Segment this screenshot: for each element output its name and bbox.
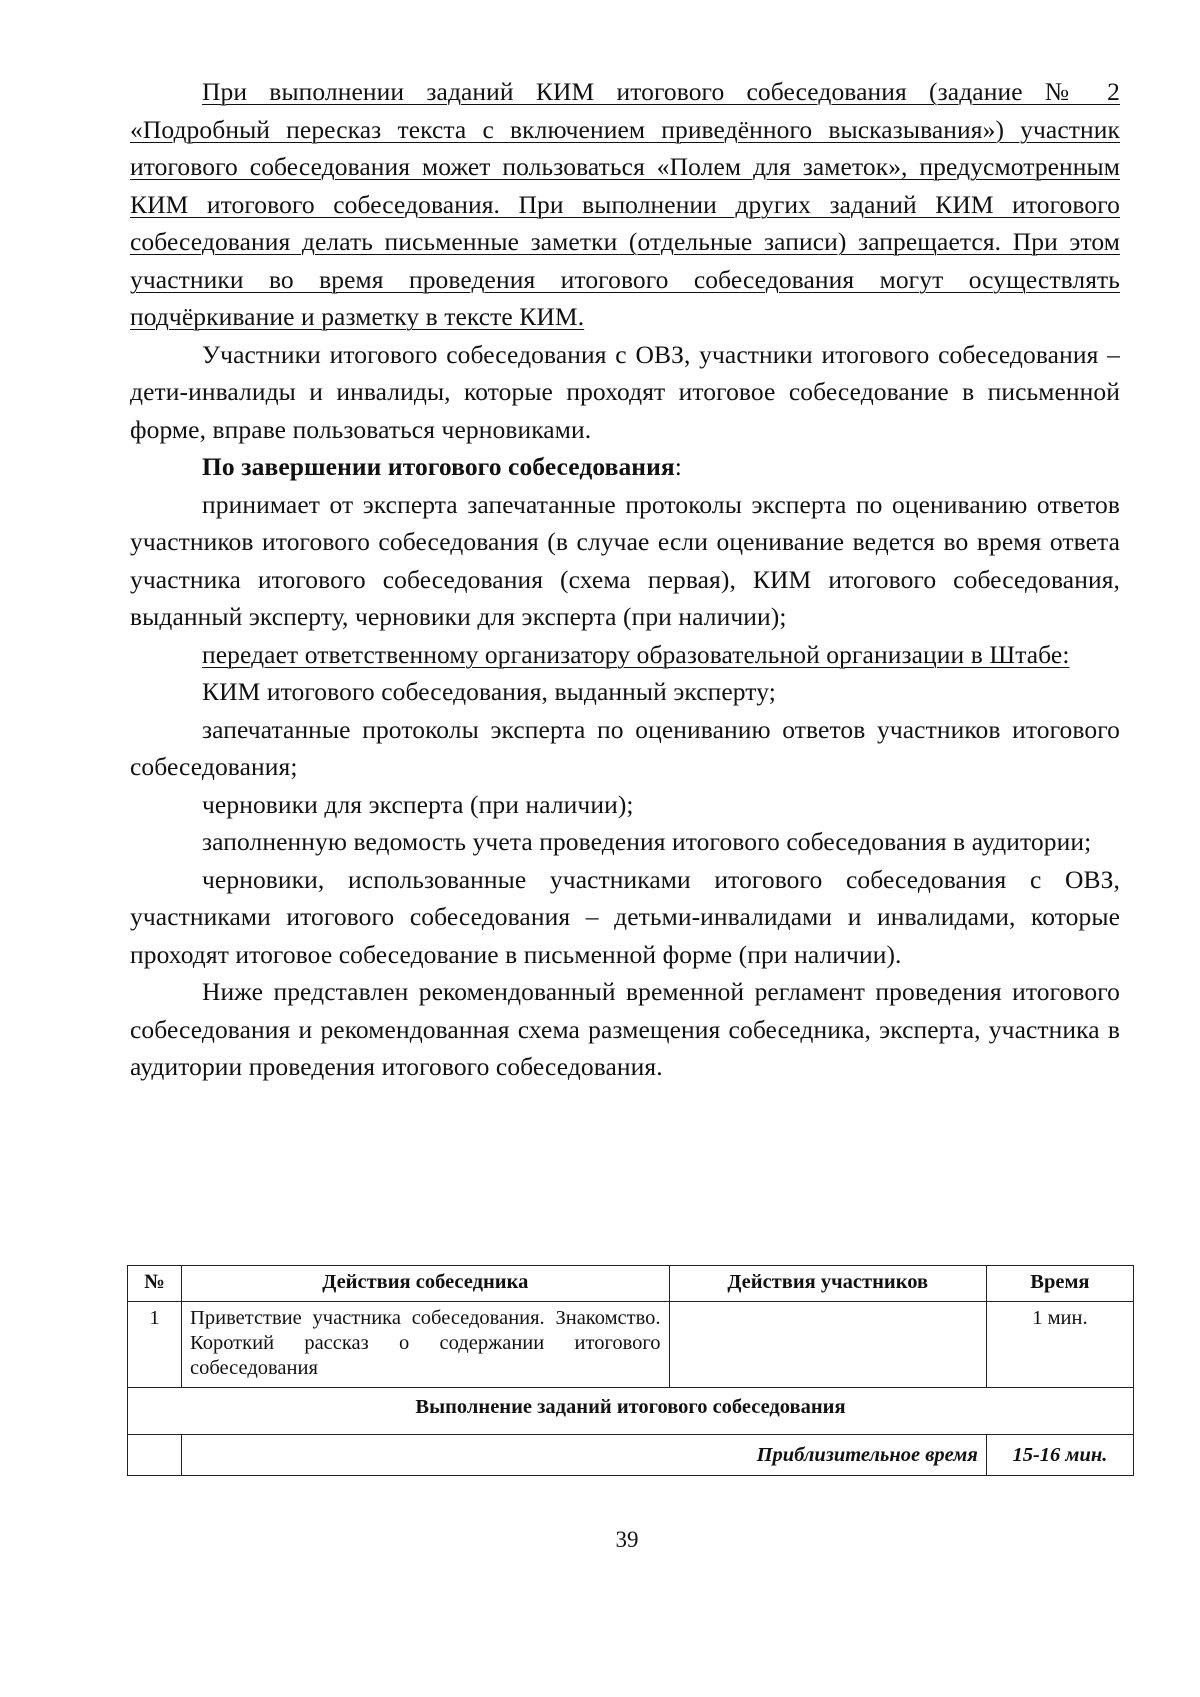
page-number: 39 — [615, 1527, 639, 1552]
row-interviewer-action: Приветствие участника собеседования. Знакомство. Короткий рассказ о содержании итогового собеседования — [182, 1302, 669, 1388]
body-text — [130, 73, 1120, 1086]
underlined-text: передает ответственному организатору образовательной организации в Штабе: — [202, 639, 1070, 669]
approx-empty-cell — [128, 1435, 182, 1476]
header-time: Время — [986, 1266, 1133, 1302]
list-item-protocols: запечатанные протоколы эксперта по оцениванию ответов участников итогового собеседования; — [130, 714, 1120, 781]
list-item-expert-drafts: черновики для эксперта (при наличии); — [202, 789, 634, 819]
header-interviewer-actions: Действия собеседника — [182, 1266, 669, 1302]
paragraph-notes-rules — [130, 73, 1120, 336]
section-title: Выполнение заданий итогового собеседования — [128, 1388, 1134, 1435]
completion-colon: : — [674, 452, 682, 481]
paragraph-schedule-intro: Ниже представлен рекомендованный временной регламент проведения итогового собеседования и рекомендованная схема размещения собеседника, эксперта, участника в аудитории проведения итогового собеседования. — [130, 977, 1120, 1081]
header-number: № — [128, 1266, 182, 1302]
underlined-text: При выполнении заданий КИМ итогового собеседования (задание № 2 «Подробный пересказ текста с включением приведённого высказывания») участник итогового собеседования может пользоваться «Полем для заметок», предусмотренным КИМ итогового собеседования. При выполнении других заданий КИМ итогового собеседования делать письменные заметки (отдельные записи) запрещается. При этом участники во время проведения итогового собеседования могут осуществлять подчёркивание и разметку в тексте КИМ. — [130, 77, 1120, 331]
completion-heading: По завершении итогового собеседования — [202, 452, 675, 481]
table-row — [128, 1302, 1134, 1388]
row-time: 1 мин. — [986, 1302, 1133, 1388]
table-section-row — [128, 1388, 1134, 1435]
schedule-table — [127, 1265, 1134, 1476]
list-item-kim: КИМ итогового собеседования, выданный эксперту; — [202, 677, 776, 706]
list-item-statement: заполненную ведомость учета проведения итогового собеседования в аудитории; — [202, 827, 1092, 856]
paragraph-drafts: Участники итогового собеседования с ОВЗ, участники итогового собеседования – дети-инвалиды и инвалиды, которые проходят итоговое собеседование в письменной форме, вправе пользоваться черновиками. — [130, 339, 1120, 444]
table-approx-row — [128, 1435, 1134, 1476]
row-number: 1 — [128, 1302, 182, 1388]
paragraph-transfers — [130, 636, 1120, 674]
header-participant-actions: Действия участников — [669, 1266, 986, 1302]
approx-time-value: 15-16 мин. — [986, 1435, 1133, 1476]
row-participant-action — [669, 1302, 986, 1388]
paragraph-completion-heading — [130, 448, 1120, 486]
paragraph-accepts: принимает от эксперта запечатанные протоколы эксперта по оцениванию ответов участников итогового собеседования (в случае если оценивание ведется во время ответа участника итогового собеседования (схема первая), КИМ итогового собеседования, выданный эксперту, черновики для эксперта (при наличии); — [130, 489, 1120, 631]
table-header-row — [128, 1266, 1134, 1302]
approx-time-label: Приблизительное время — [182, 1435, 987, 1476]
list-item-participant-drafts: черновики, использованные участниками итогового собеседования с ОВЗ, участниками итогового собеседования – детьми-инвалидами и инвалидами, которые проходят итоговое собеседование в письменной форме (при наличии). — [130, 864, 1120, 969]
